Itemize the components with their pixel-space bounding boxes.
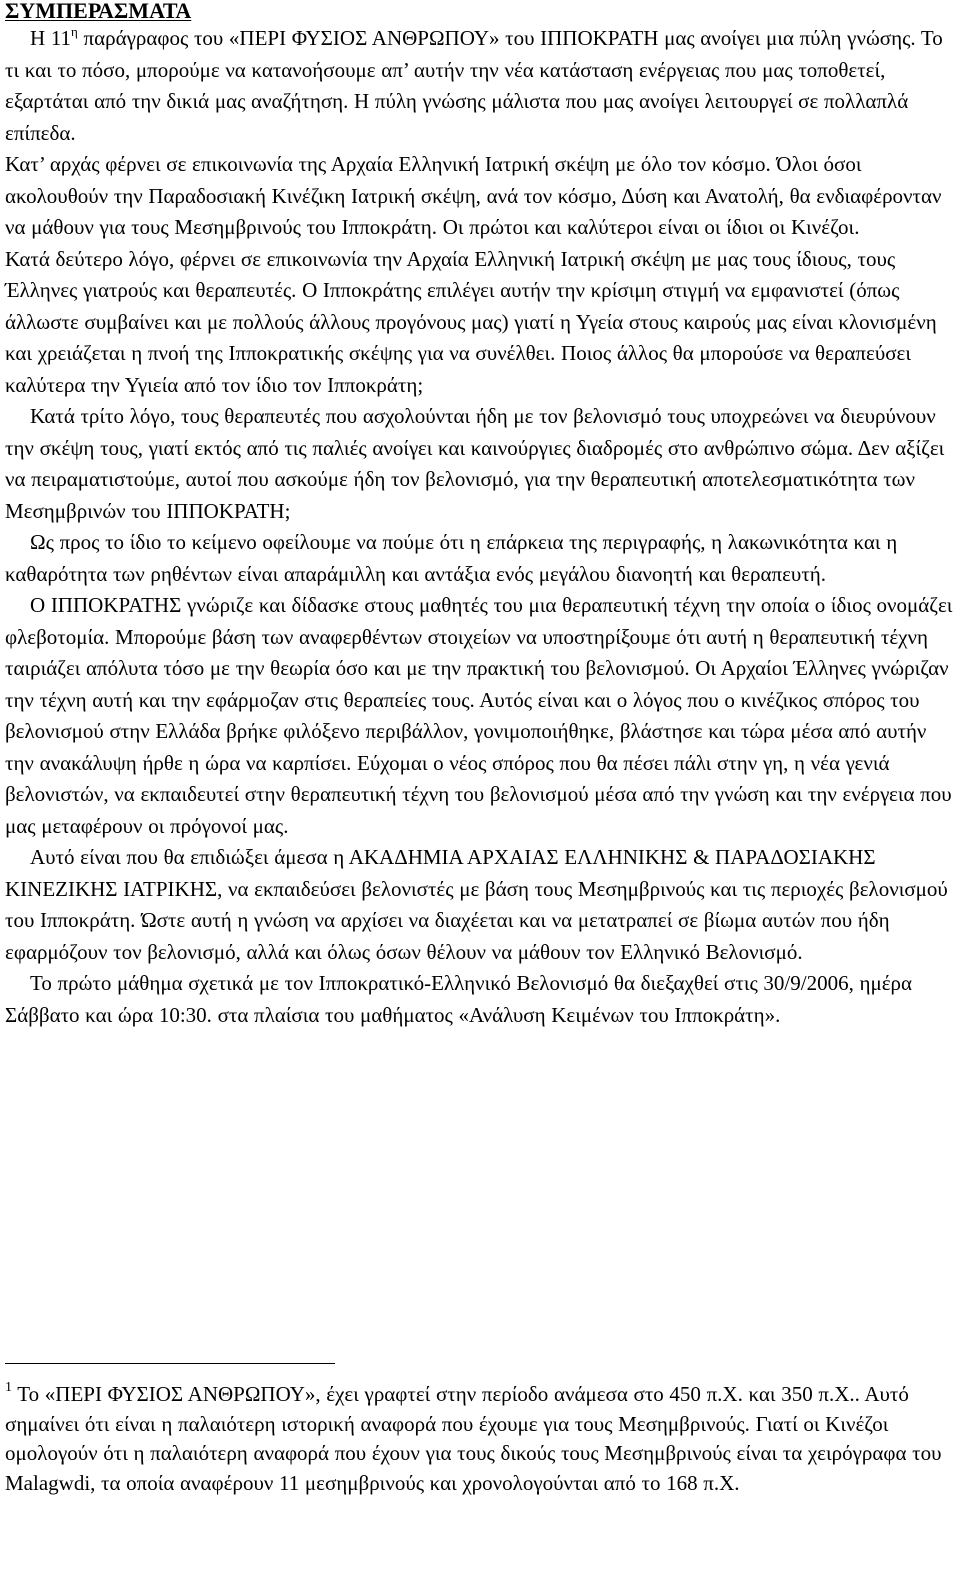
paragraph-second-reason: Κατά δεύτερο λόγο, φέρνει σε επικοινωνία την Αρχαία Ελληνική Ιατρική σκέψη με μας τους ίδιους, τους Έλληνες γιατρούς και θεραπευτές. Ο Ιπποκράτης επιλέγει αυτήν την κρίσιμη στιγμή να εμφανιστεί (όπως άλλωστε συμβαίνει και με πολλούς άλλους προγόνους μας) γιατί η Υγεία στους καιρούς μας είναι κλονισμένη και χρειάζεται η πνοή της Ιπποκρατικής σκέψης για να συνέλθει. Ποιος άλλος θα μπορούσε να θεραπεύσει καλύτερα την Υγιεία από τον ίδιο τον Ιπποκράτη; <box>5 246 937 397</box>
footnote-marker: 1 <box>5 1380 12 1395</box>
intro-start: Η 11 <box>30 26 72 50</box>
paragraph-academy: Αυτό είναι που θα επιδιώξει άμεσα η ΑΚΑΔΗΜΙΑ ΑΡΧΑΙΑΣ ΕΛΛΗΝΙΚΗΣ & ΠΑΡΑΔΟΣΙΑΚΗΣ ΚΙΝΕΖΙΚΗΣ ΙΑΤΡΙΚΗΣ, να εκπαιδεύσει βελονιστές με βάση τους Μεσημβρινούς και τις περιοχές βελονισμού του Ιπποκράτη. Ώστε αυτή η γνώση να αρχίσει να διαχέεται και να μετατραπεί σε βίωμα αυτών που ήδη εφαρμόζουν τον βελονισμό, αλλά και όλως όσων θέλουν να μάθουν τον Ελληνικό Βελονισμό. <box>5 845 948 964</box>
section-heading: ΣΥΜΠΕΡΑΣΜΑΤΑ <box>5 0 192 23</box>
paragraph-third-reason: Κατά τρίτο λόγο, τους θεραπευτές που ασχολούνται ήδη με τον βελονισμό τους υποχρεώνει να διευρύνουν την σκέψη τους, γιατί εκτός από τις παλιές ανοίγει και καινούργιες διαδρομές στο ανθρώπινο σώμα. Δεν αξίζει να πειραματιστούμε, αυτοί που ασκούμε ήδη τον βελονισμό, για την θεραπευτική αποτελεσματικότητα των Μεσημβρινών του ΙΠΠΟΚΡΑΤΗ; <box>5 404 945 523</box>
paragraph-first-lesson: Το πρώτο μάθημα σχετικά με τον Ιπποκρατικό-Ελληνικό Βελονισμό θα διεξαχθεί στις 30/9/2006, ημέρα Σάββατο και ώρα 10:30. στα πλαίσια του μαθήματος «Ανάλυση Κειμένων του Ιπποκράτη». <box>5 971 913 1027</box>
intro-rest: παράγραφος του «ΠΕΡΙ ΦΥΣΙΟΣ ΑΝΘΡΩΠΟΥ» του ΙΠΠΟΚΡΑΤΗ μας ανοίγει μια πύλη γνώσης. Το τι και το πόσο, μπορούμε να κατανοήσουμε απ’ αυτήν την νέα κατάσταση ενέργειας που μας τοποθετεί, εξαρτάται από την δικιά μας αναζήτηση. Η πύλη γνώσης μάλιστα που μας ανοίγει λειτουργεί σε πολλαπλά επίπεδα. <box>5 26 943 145</box>
footnote <box>5 1380 953 1498</box>
footnote-text: Το «ΠΕΡΙ ΦΥΣΙΟΣ ΑΝΘΡΩΠΟΥ», έχει γραφτεί στην περίοδο ανάμεσα στο 450 π.Χ. και 350 π.Χ.. Αυτό σημαίνει ότι είναι η παλαιότερη ιστορική αναφορά που έχουμε για τους Μεσημβρινούς. Γιατί οι Κινέζοι ομολογούν ότι η παλαιότερη αναφορά που έχουν για τους δικούς τους Μεσημβρινούς είναι τα χειρόγραφα του Malagwdi, τα οποία αναφέρουν 11 μεσημβρινούς και χρονολογούνται από το 168 π.Χ. <box>5 1382 942 1495</box>
intro-paragraph <box>5 23 953 149</box>
paragraph-first-reason: Κατ’ αρχάς φέρνει σε επικοινωνία της Αρχαία Ελληνική Ιατρική σκέψη με όλο τον κόσμο. Όλοι όσοι ακολουθούν την Παραδοσιακή Κινέζικη Ιατρική σκέψη, ανά τον κόσμο, Δύση και Ανατολή, θα ενδιαφέρονταν να μάθουν για τους Μεσημβρινούς του Ιπποκράτη. Οι πρώτοι και καλύτεροι είναι οι ίδιοι οι Κινέζοι. <box>5 152 942 239</box>
document-page <box>5 0 953 1031</box>
body-text <box>5 23 953 1031</box>
paragraph-text-quality: Ως προς το ίδιο το κείμενο οφείλουμε να πούμε ότι η επάρκεια της περιγραφής, η λακωνικότητα και η καθαρότητα των ρηθέντων είναι απαράμιλλη και αντάξια ενός μεγάλου διανοητή και θεραπευτή. <box>5 530 898 586</box>
footnote-separator <box>5 1363 335 1364</box>
ordinal-superscript: η <box>71 24 78 39</box>
paragraph-phlebotomy: Ο ΙΠΠΟΚΡΑΤΗΣ γνώριζε και δίδασκε στους μαθητές του μια θεραπευτική τέχνη την οποία ο ίδιος ονομάζει φλεβοτομία. Μπορούμε βάση των αναφερθέντων στοιχείων να υποστηρίξουμε ότι αυτή η θεραπευτική τέχνη ταιριάζει απόλυτα τόσο με την θεωρία όσο και με την πρακτική του βελονισμού. Οι Αρχαίοι Έλληνες γνώριζαν την τέχνη αυτή και την εφάρμοζαν στις θεραπείες τους. Αυτός είναι και ο λόγος που ο κινέζικος σπόρος του βελονισμού στην Ελλάδα βρήκε φιλόξενο περιβάλλον, γονιμοποιήθηκε, βλάστησε και τώρα μέσα από αυτήν την ανακάλυψη ήρθε η ώρα να καρπίσει. Εύχομαι ο νέος σπόρος που θα πέσει πάλι στην γη, η νέα γενιά βελονιστών, να εκπαιδευτεί στην θεραπευτική τέχνη του βελονισμού μέσα από την γνώση και την ενέργεια που μας μεταφέρουν οι πρόγονοί μας. <box>5 593 953 838</box>
